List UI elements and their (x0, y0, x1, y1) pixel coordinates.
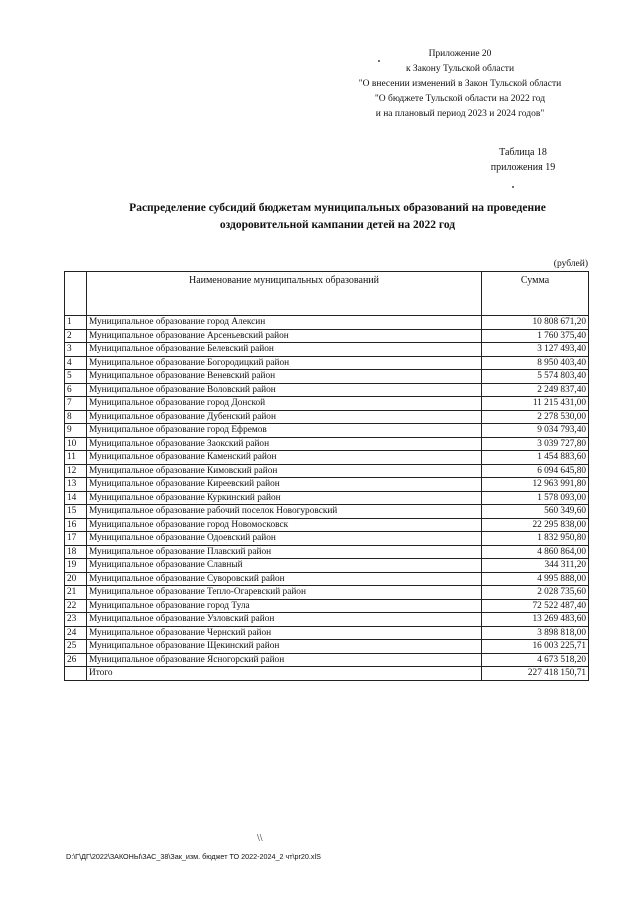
row-number: 7 (65, 397, 87, 411)
table-row (65, 626, 589, 640)
table-row (65, 599, 589, 613)
row-name: Муниципальное образование Щекинский район (87, 640, 482, 654)
row-name: Муниципальное образование Каменский район (87, 451, 482, 465)
row-number: 20 (65, 572, 87, 586)
table-row (65, 478, 589, 492)
row-name: Муниципальное образование город Донской (87, 397, 482, 411)
total-label: Итого (87, 667, 482, 681)
row-name: Муниципальное образование Куркинский район (87, 491, 482, 505)
row-sum: 10 808 671,20 (482, 316, 589, 330)
row-sum: 22 295 838,00 (482, 518, 589, 532)
scan-dot (512, 186, 514, 188)
title-line: Распределение субсидий бюджетам муниципальных образований на проведение (129, 202, 546, 214)
document-title (60, 200, 615, 234)
row-sum: 2 249 837,40 (482, 383, 589, 397)
table-row (65, 383, 589, 397)
row-sum: 4 673 518,20 (482, 653, 589, 667)
table-row (65, 572, 589, 586)
row-sum: 3 039 727,80 (482, 437, 589, 451)
row-name: Муниципальное образование Воловский район (87, 383, 482, 397)
row-name: Муниципальное образование Арсеньевский район (87, 329, 482, 343)
subsidy-table (64, 271, 589, 681)
total-row (65, 667, 589, 681)
row-number: 3 (65, 343, 87, 357)
table-row (65, 343, 589, 357)
row-number: 14 (65, 491, 87, 505)
row-sum: 12 963 991,80 (482, 478, 589, 492)
table-ref-line: Таблица 18 (499, 147, 547, 158)
row-number: 9 (65, 424, 87, 438)
table-row (65, 316, 589, 330)
row-sum: 13 269 483,60 (482, 613, 589, 627)
row-sum: 560 349,60 (482, 505, 589, 519)
table-row (65, 424, 589, 438)
annex-line: "О бюджете Тульской области на 2022 год (374, 94, 546, 104)
table-row (65, 410, 589, 424)
header-sum: Сумма (482, 272, 589, 316)
row-name: Муниципальное образование Славный (87, 559, 482, 573)
row-name: Муниципальное образование город Новомосковск (87, 518, 482, 532)
row-number: 24 (65, 626, 87, 640)
row-number: 12 (65, 464, 87, 478)
row-sum: 3 898 818,00 (482, 626, 589, 640)
row-name: Муниципальное образование Тепло-Огаревский район (87, 586, 482, 600)
table-row (65, 505, 589, 519)
annex-line: Приложение 20 (428, 49, 492, 59)
row-sum: 3 127 493,40 (482, 343, 589, 357)
row-sum: 344 311,20 (482, 559, 589, 573)
table-row (65, 397, 589, 411)
row-number: 10 (65, 437, 87, 451)
row-number: 2 (65, 329, 87, 343)
row-name: Муниципальное образование Кимовский район (87, 464, 482, 478)
row-name: Муниципальное образование Киреевский район (87, 478, 482, 492)
table-row (65, 653, 589, 667)
row-name: Муниципальное образование Дубенский район (87, 410, 482, 424)
table-row (65, 545, 589, 559)
row-sum: 4 860 864,00 (482, 545, 589, 559)
row-number: 5 (65, 370, 87, 384)
row-number: 17 (65, 532, 87, 546)
row-number: 23 (65, 613, 87, 627)
row-sum: 1 454 883,60 (482, 451, 589, 465)
annex-header (340, 47, 580, 122)
table-header-row (65, 272, 589, 316)
table-row (65, 437, 589, 451)
row-name: Муниципальное образование Богородицкий район (87, 356, 482, 370)
table-row (65, 559, 589, 573)
row-sum: 16 003 225,71 (482, 640, 589, 654)
table-row (65, 491, 589, 505)
table-row (65, 613, 589, 627)
row-number: 1 (65, 316, 87, 330)
handwritten-mark: \\ (257, 833, 263, 844)
row-number: 13 (65, 478, 87, 492)
row-sum: 9 034 793,40 (482, 424, 589, 438)
row-number: 21 (65, 586, 87, 600)
row-number: 26 (65, 653, 87, 667)
annex-line: "О внесении изменений в Закон Тульской области (358, 79, 562, 89)
title-line: оздоровительной кампании детей на 2022 год (219, 219, 456, 231)
row-name: Муниципальное образование Чернский район (87, 626, 482, 640)
table-row (65, 451, 589, 465)
row-number: 16 (65, 518, 87, 532)
table-reference (478, 145, 568, 175)
annex-line: к Закону Тульской области (405, 64, 515, 74)
total-number-cell (65, 667, 87, 681)
row-number: 25 (65, 640, 87, 654)
row-number: 8 (65, 410, 87, 424)
row-name: Муниципальное образование Белевский район (87, 343, 482, 357)
table-ref-line: приложения 19 (490, 162, 556, 173)
table-row (65, 370, 589, 384)
row-name: Муниципальное образование Ясногорский район (87, 653, 482, 667)
row-sum: 72 522 487,40 (482, 599, 589, 613)
table-row (65, 464, 589, 478)
row-number: 22 (65, 599, 87, 613)
row-number: 19 (65, 559, 87, 573)
row-name: Муниципальное образование город Алексин (87, 316, 482, 330)
table-row (65, 532, 589, 546)
units-label: (рублей) (553, 259, 588, 269)
row-sum: 1 578 093,00 (482, 491, 589, 505)
row-name: Муниципальное образование Одоевский район (87, 532, 482, 546)
table-body (65, 316, 589, 667)
row-sum: 11 215 431,00 (482, 397, 589, 411)
row-number: 18 (65, 545, 87, 559)
table-row (65, 356, 589, 370)
row-sum: 4 995 888,00 (482, 572, 589, 586)
row-sum: 6 094 645,80 (482, 464, 589, 478)
file-path-footer: D:\Г\ДГ\2022\ЗАКОНЫ\ЗАС_38\Зак_изм. бюджет ТО 2022-2024_2 чт\pr20.xlS (66, 852, 321, 861)
row-name: Муниципальное образование город Ефремов (87, 424, 482, 438)
table-row (65, 518, 589, 532)
row-sum: 1 832 950,80 (482, 532, 589, 546)
row-name: Муниципальное образование Узловский район (87, 613, 482, 627)
row-sum: 2 028 735,60 (482, 586, 589, 600)
row-number: 4 (65, 356, 87, 370)
row-sum: 1 760 375,40 (482, 329, 589, 343)
row-number: 11 (65, 451, 87, 465)
row-name: Муниципальное образование Заокский район (87, 437, 482, 451)
row-name: Муниципальное образование Суворовский район (87, 572, 482, 586)
row-sum: 8 950 403,40 (482, 356, 589, 370)
row-name: Муниципальное образование рабочий поселок Новогуровский (87, 505, 482, 519)
row-sum: 5 574 803,40 (482, 370, 589, 384)
row-name: Муниципальное образование Плавский район (87, 545, 482, 559)
header-number-cell (65, 272, 87, 316)
header-name: Наименование муниципальных образований (87, 272, 482, 316)
row-number: 15 (65, 505, 87, 519)
table-row (65, 329, 589, 343)
total-sum: 227 418 150,71 (482, 667, 589, 681)
annex-line: и на плановый период 2023 и 2024 годов" (375, 109, 545, 119)
row-name: Муниципальное образование город Тула (87, 599, 482, 613)
table-row (65, 640, 589, 654)
table-row (65, 586, 589, 600)
row-name: Муниципальное образование Веневский район (87, 370, 482, 384)
row-number: 6 (65, 383, 87, 397)
row-sum: 2 278 530,00 (482, 410, 589, 424)
